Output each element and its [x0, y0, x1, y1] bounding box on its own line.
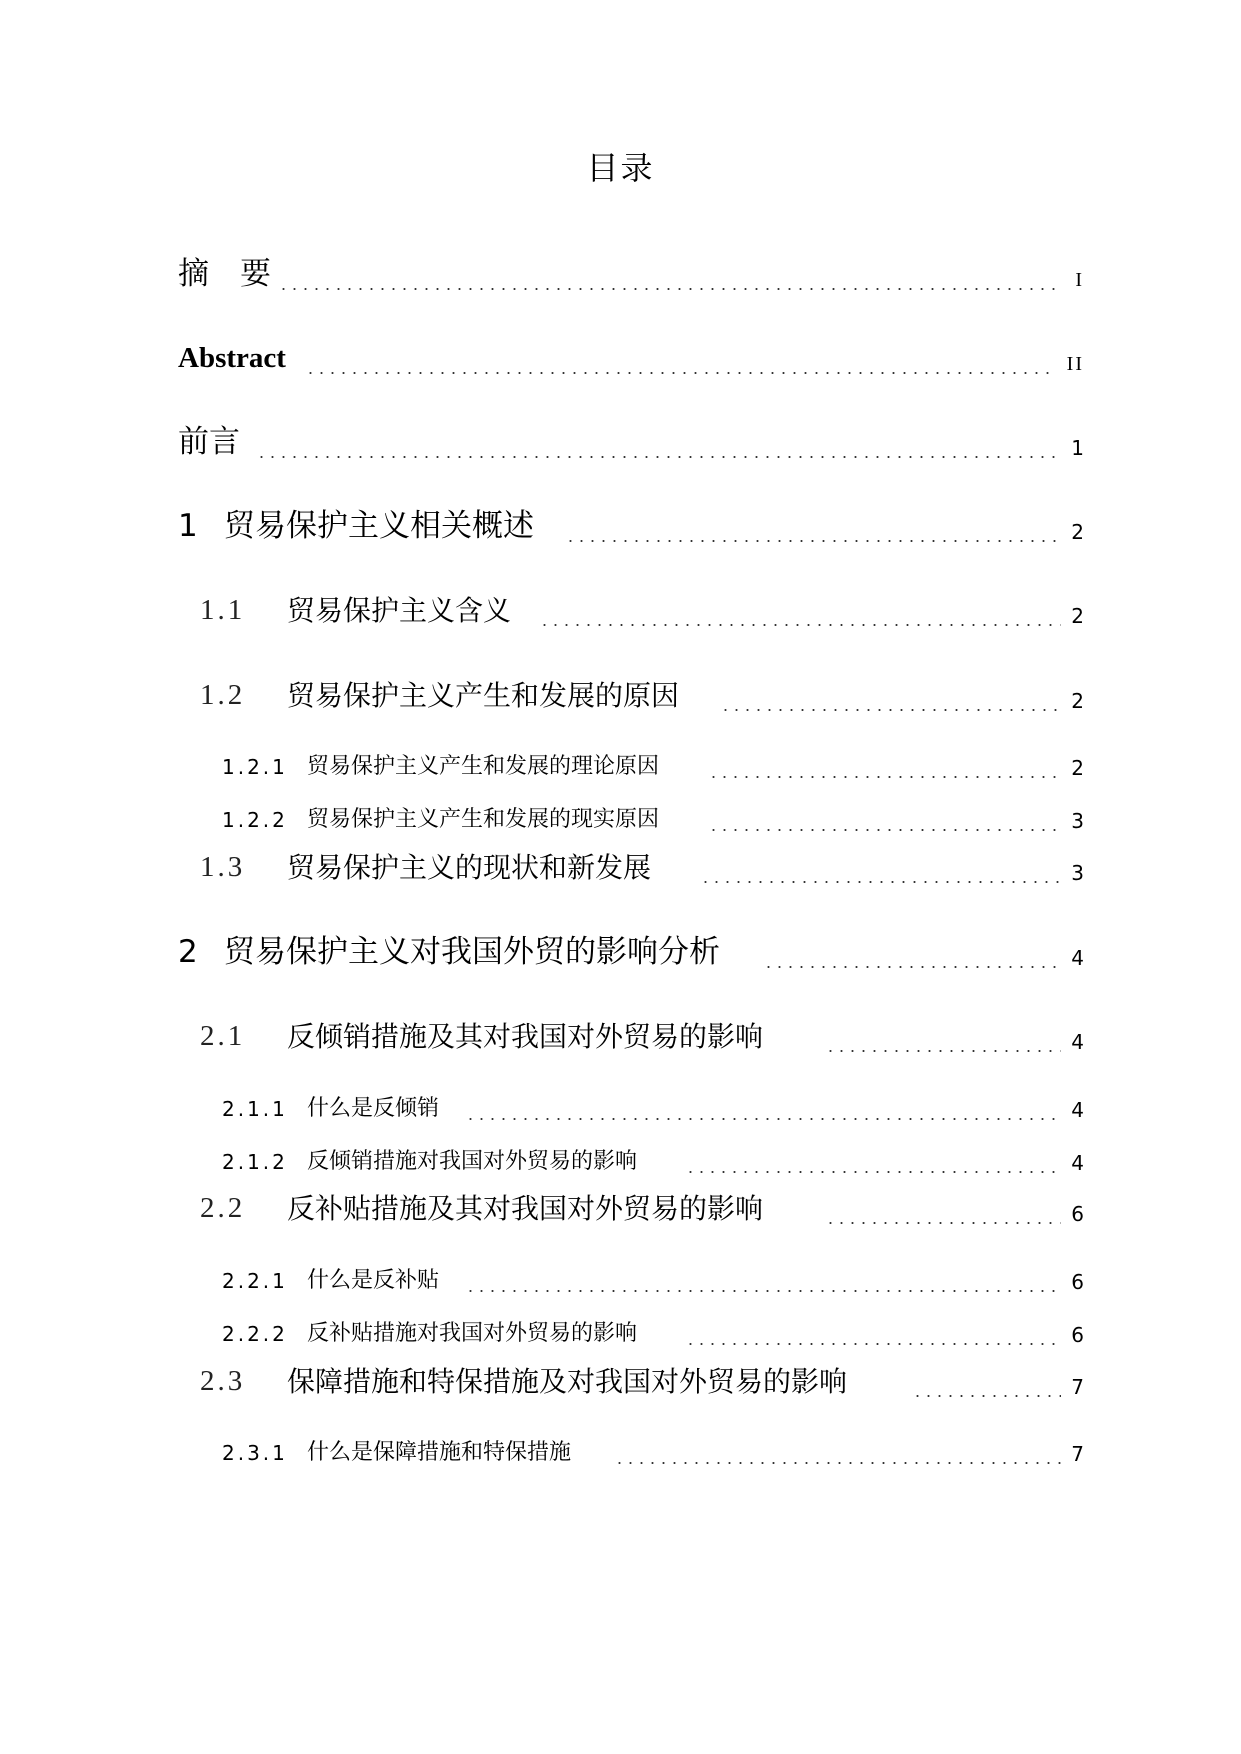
toc-page-number: 6 [1071, 1323, 1084, 1347]
toc-entry-subsection-2-3-1[interactable] [0, 1424, 1241, 1474]
toc-entry-section-1-1[interactable] [0, 586, 1241, 636]
toc-entry-chapter-2[interactable] [0, 928, 1241, 978]
toc-page-number: 6 [1071, 1270, 1084, 1294]
toc-page-number: 2 [1071, 604, 1084, 628]
toc-entry-label: 摘 要 [178, 256, 271, 292]
toc-entry-label: 贸易保护主义产生和发展的原因 [287, 679, 680, 712]
toc-entry-subsection-1-2-2[interactable] [0, 791, 1241, 841]
toc-leader-dots [278, 288, 1061, 290]
toc-entry-preface[interactable] [0, 418, 1241, 468]
page-title: 目录 [586, 149, 655, 187]
toc-entry-number: 2.3 [200, 1365, 246, 1397]
toc-page-number: 2 [1071, 689, 1084, 713]
toc-page-number: 3 [1071, 861, 1084, 885]
toc-leader-dots [825, 1050, 1061, 1052]
toc-entry-section-2-1[interactable] [0, 1012, 1241, 1062]
toc-page-number: 4 [1071, 946, 1084, 970]
toc-leader-dots [912, 1395, 1061, 1397]
toc-leader-dots [565, 540, 1061, 542]
toc-leader-dots [708, 829, 1061, 831]
toc-page-number: 2 [1071, 520, 1084, 544]
toc-entry-label: 贸易保护主义的现状和新发展 [287, 851, 652, 884]
toc-leader-dots [685, 1171, 1061, 1173]
toc-leader-dots [720, 709, 1061, 711]
toc-entry-subsection-1-2-1[interactable] [0, 738, 1241, 788]
toc-page-number: 4 [1071, 1151, 1084, 1175]
toc-leader-dots [465, 1118, 1061, 1120]
toc-page-number: 3 [1071, 809, 1084, 833]
toc-entry-abstract-en[interactable] [0, 334, 1241, 384]
toc-page-number: 4 [1071, 1098, 1084, 1122]
toc-entry-subsection-2-1-2[interactable] [0, 1133, 1241, 1183]
toc-entry-number: 1.2 [200, 679, 246, 711]
toc-entry-label: Abstract [178, 342, 286, 374]
toc-entry-section-2-3[interactable] [0, 1357, 1241, 1407]
toc-entry-number: 1.2.1 [222, 755, 288, 779]
toc-entry-number: 2 [178, 934, 198, 970]
toc-entry-label: 反倾销措施及其对我国对外贸易的影响 [287, 1020, 764, 1053]
toc-page-number: II [1066, 353, 1084, 375]
toc-entry-number: 1.2.2 [222, 808, 288, 832]
toc-entry-section-2-2[interactable] [0, 1184, 1241, 1234]
toc-entry-label: 贸易保护主义相关概述 [224, 508, 534, 544]
toc-entry-number: 1 [178, 508, 198, 544]
toc-entry-subsection-2-2-2[interactable] [0, 1305, 1241, 1355]
toc-entry-label: 贸易保护主义含义 [287, 594, 512, 627]
toc-entry-section-1-2[interactable] [0, 671, 1241, 721]
toc-entry-label: 反倾销措施对我国对外贸易的影响 [307, 1149, 638, 1174]
toc-entry-label: 贸易保护主义产生和发展的现实原因 [307, 807, 660, 832]
toc-entry-number: 2.3.1 [222, 1441, 288, 1465]
toc-entry-number: 1.3 [200, 851, 246, 883]
toc-entry-label: 什么是保障措施和特保措施 [307, 1440, 572, 1465]
toc-leader-dots [305, 372, 1056, 374]
toc-entry-label: 前言 [178, 424, 240, 460]
toc-leader-dots [685, 1343, 1061, 1345]
toc-entry-chapter-1[interactable] [0, 502, 1241, 552]
toc-entry-abstract-zh[interactable] [0, 250, 1241, 300]
toc-page-number: I [1075, 269, 1084, 291]
toc-entry-number: 1.1 [200, 594, 246, 626]
toc-leader-dots [700, 881, 1061, 883]
toc-entry-label: 贸易保护主义产生和发展的理论原因 [307, 754, 660, 779]
toc-leader-dots [825, 1222, 1061, 1224]
toc-page-number: 1 [1071, 436, 1084, 460]
toc-entry-number: 2.2 [200, 1192, 246, 1224]
toc-entry-subsection-2-2-1[interactable] [0, 1252, 1241, 1302]
toc-entry-number: 2.2.2 [222, 1322, 288, 1346]
toc-leader-dots [763, 966, 1061, 968]
toc-leader-dots [539, 624, 1061, 626]
toc-entry-label: 贸易保护主义对我国外贸的影响分析 [224, 934, 720, 970]
toc-page-number: 4 [1071, 1030, 1084, 1054]
toc-leader-dots [256, 456, 1061, 458]
toc-entry-label: 反补贴措施对我国对外贸易的影响 [307, 1321, 638, 1346]
toc-entry-label: 什么是反补贴 [307, 1268, 440, 1293]
toc-page-number: 6 [1071, 1202, 1084, 1226]
toc-entry-subsection-2-1-1[interactable] [0, 1080, 1241, 1130]
toc-entry-label: 保障措施和特保措施及对我国对外贸易的影响 [287, 1365, 848, 1398]
toc-entry-section-1-3[interactable] [0, 843, 1241, 893]
toc-leader-dots [465, 1290, 1061, 1292]
toc-entry-number: 2.1 [200, 1020, 246, 1052]
toc-leader-dots [614, 1462, 1061, 1464]
toc-entry-number: 2.2.1 [222, 1269, 288, 1293]
toc-entry-label: 反补贴措施及其对我国对外贸易的影响 [287, 1192, 764, 1225]
toc-leader-dots [708, 776, 1061, 778]
toc-page-number: 7 [1071, 1442, 1084, 1466]
toc-entry-number: 2.1.1 [222, 1097, 288, 1121]
toc-entry-label: 什么是反倾销 [307, 1096, 440, 1121]
toc-page-number: 7 [1071, 1375, 1084, 1399]
toc-page-number: 2 [1071, 756, 1084, 780]
toc-entry-number: 2.1.2 [222, 1150, 288, 1174]
